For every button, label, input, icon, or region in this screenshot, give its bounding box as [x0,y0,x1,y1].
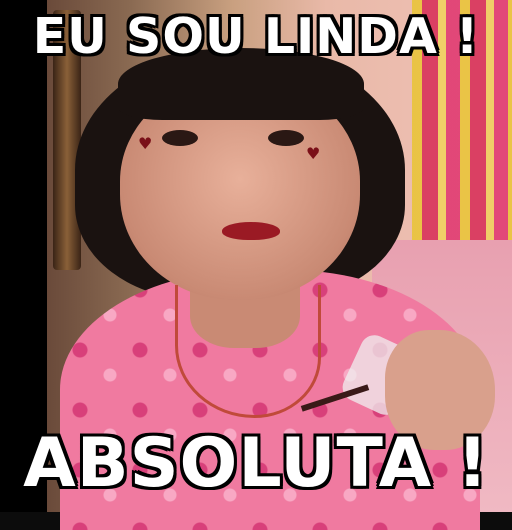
red-lips [222,222,280,240]
top-caption: EU SOU LINDA ! [32,8,480,65]
right-eye [268,130,304,146]
left-eye [162,130,198,146]
heart-icon: ♥ [306,144,321,163]
bottom-caption: ABSOLUTA ! [23,424,489,503]
heart-icon: ♥ [138,134,153,153]
